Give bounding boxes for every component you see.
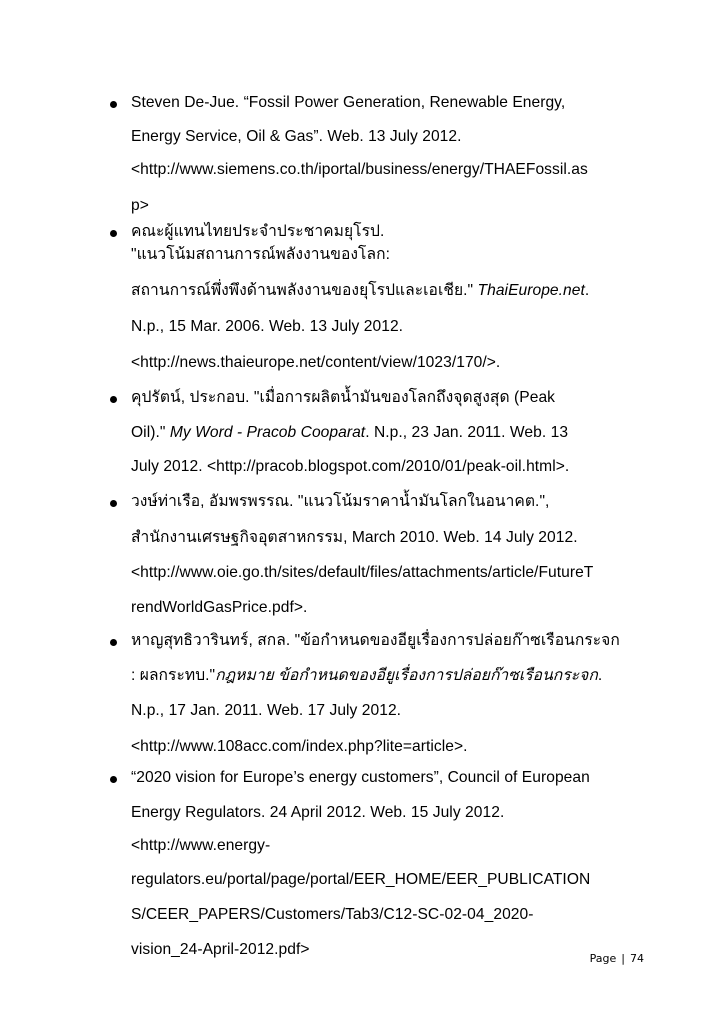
reference-text: หาญสุทธิวารินทร์, สกล. "ข้อกำหนดของอียูเรื่องการปล่อยก๊าซเรือนกระจก <box>131 632 620 649</box>
reference-line <box>131 245 390 265</box>
reference-line <box>131 563 593 583</box>
reference-text: . <box>584 282 590 299</box>
reference-line <box>131 701 401 721</box>
reference-line <box>131 388 555 408</box>
bullet-icon <box>110 230 117 237</box>
bullet-icon <box>110 396 117 403</box>
reference-line <box>131 666 602 686</box>
page-separator: | <box>621 952 625 965</box>
reference-text: regulators.eu/portal/page/portal/EER_HOME/EER_PUBLICATION <box>131 871 591 888</box>
reference-line <box>131 803 504 823</box>
page-number: 74 <box>630 952 644 965</box>
reference-line <box>131 631 620 651</box>
reference-line <box>131 196 149 216</box>
reference-text: S/CEER_PAPERS/Customers/Tab3/C12-SC-02-04_2020- <box>131 906 534 923</box>
reference-line <box>131 127 462 147</box>
reference-text: p> <box>131 197 149 214</box>
bullet-icon <box>110 639 117 646</box>
reference-text: <http://www.energy- <box>131 837 271 854</box>
reference-text: Energy Regulators. 24 April 2012. Web. 15 July 2012. <box>131 804 505 821</box>
reference-line <box>131 737 468 757</box>
reference-text: Energy Service, Oil & Gas”. Web. 13 July 2012. <box>131 128 462 145</box>
reference-text: : ผลกระทบ." <box>131 667 216 684</box>
reference-line <box>131 528 578 548</box>
reference-text: N.p., 15 Mar. 2006. Web. 13 July 2012. <box>131 318 404 335</box>
reference-line <box>131 768 590 788</box>
reference-line <box>131 492 549 512</box>
reference-text: “2020 vision for Europe’s energy customers”, Council of European <box>131 769 590 786</box>
reference-text: . <box>597 667 603 684</box>
reference-text: Oil)." <box>131 424 170 441</box>
reference-line <box>131 905 533 925</box>
reference-text: July 2012. <http://pracob.blogspot.com/2010/01/peak-oil.html>. <box>131 458 570 475</box>
publication-title: ThaiEurope.net <box>477 282 585 299</box>
reference-line <box>131 353 500 373</box>
reference-line <box>131 423 568 443</box>
reference-text: N.p., 17 Jan. 2011. Web. 17 July 2012. <box>131 702 402 719</box>
bullet-icon <box>110 101 117 108</box>
reference-line <box>131 598 307 618</box>
reference-line <box>131 317 403 337</box>
reference-text: คณะผู้แทนไทยประจำประชาคมยุโรป. <box>131 223 385 240</box>
page-label: Page <box>589 952 617 965</box>
reference-text: วงษ์ท่าเรือ, อัมพรพรรณ. "แนวโน้มราคาน้ำมันโลกในอนาคต.", <box>131 493 550 510</box>
reference-line <box>131 222 384 242</box>
reference-text: <http://www.siemens.co.th/iportal/business/energy/THAEFossil.as <box>131 161 588 178</box>
reference-text: <http://www.108acc.com/index.php?lite=article>. <box>131 738 468 755</box>
reference-text: <http://www.oie.go.th/sites/default/files/attachments/article/FutureT <box>131 564 594 581</box>
reference-text: Steven De-Jue. “Fossil Power Generation, Renewable Energy, <box>131 94 566 111</box>
reference-text: <http://news.thaieurope.net/content/view/1023/170/>. <box>131 354 501 371</box>
reference-text: "แนวโน้มสถานการณ์พลังงานของโลก: <box>131 246 390 263</box>
page-footer <box>590 952 644 965</box>
reference-line <box>131 870 590 890</box>
reference-line <box>131 940 310 960</box>
publication-title: My Word - Pracob Cooparat <box>169 424 366 441</box>
reference-text: สถานการณ์พึ่งพึงด้านพลังงานของยุโรปและเอเชีย." <box>131 282 478 299</box>
reference-line <box>131 281 589 301</box>
reference-text: vision_24-April-2012.pdf> <box>131 941 310 958</box>
reference-text: . N.p., 23 Jan. 2011. Web. 13 <box>365 424 569 441</box>
reference-line <box>131 160 588 180</box>
reference-text: rendWorldGasPrice.pdf>. <box>131 599 308 616</box>
reference-text: คุปรัตน์, ประกอบ. "เมื่อการผลิตน้ำมันของโลกถึงจุดสูงสุด (Peak <box>131 389 556 406</box>
reference-line <box>131 457 569 477</box>
bullet-icon <box>110 500 117 507</box>
reference-text: สำนักงานเศรษฐกิจอุตสาหกรรม, March 2010. Web. 14 July 2012. <box>131 529 578 546</box>
publication-title: กฎหมาย ข้อกำหนดของอียูเรื่องการปล่อยก๊าซเรือนกระจก <box>215 667 598 684</box>
reference-line <box>131 93 565 113</box>
reference-line <box>131 836 270 856</box>
bullet-icon <box>110 776 117 783</box>
